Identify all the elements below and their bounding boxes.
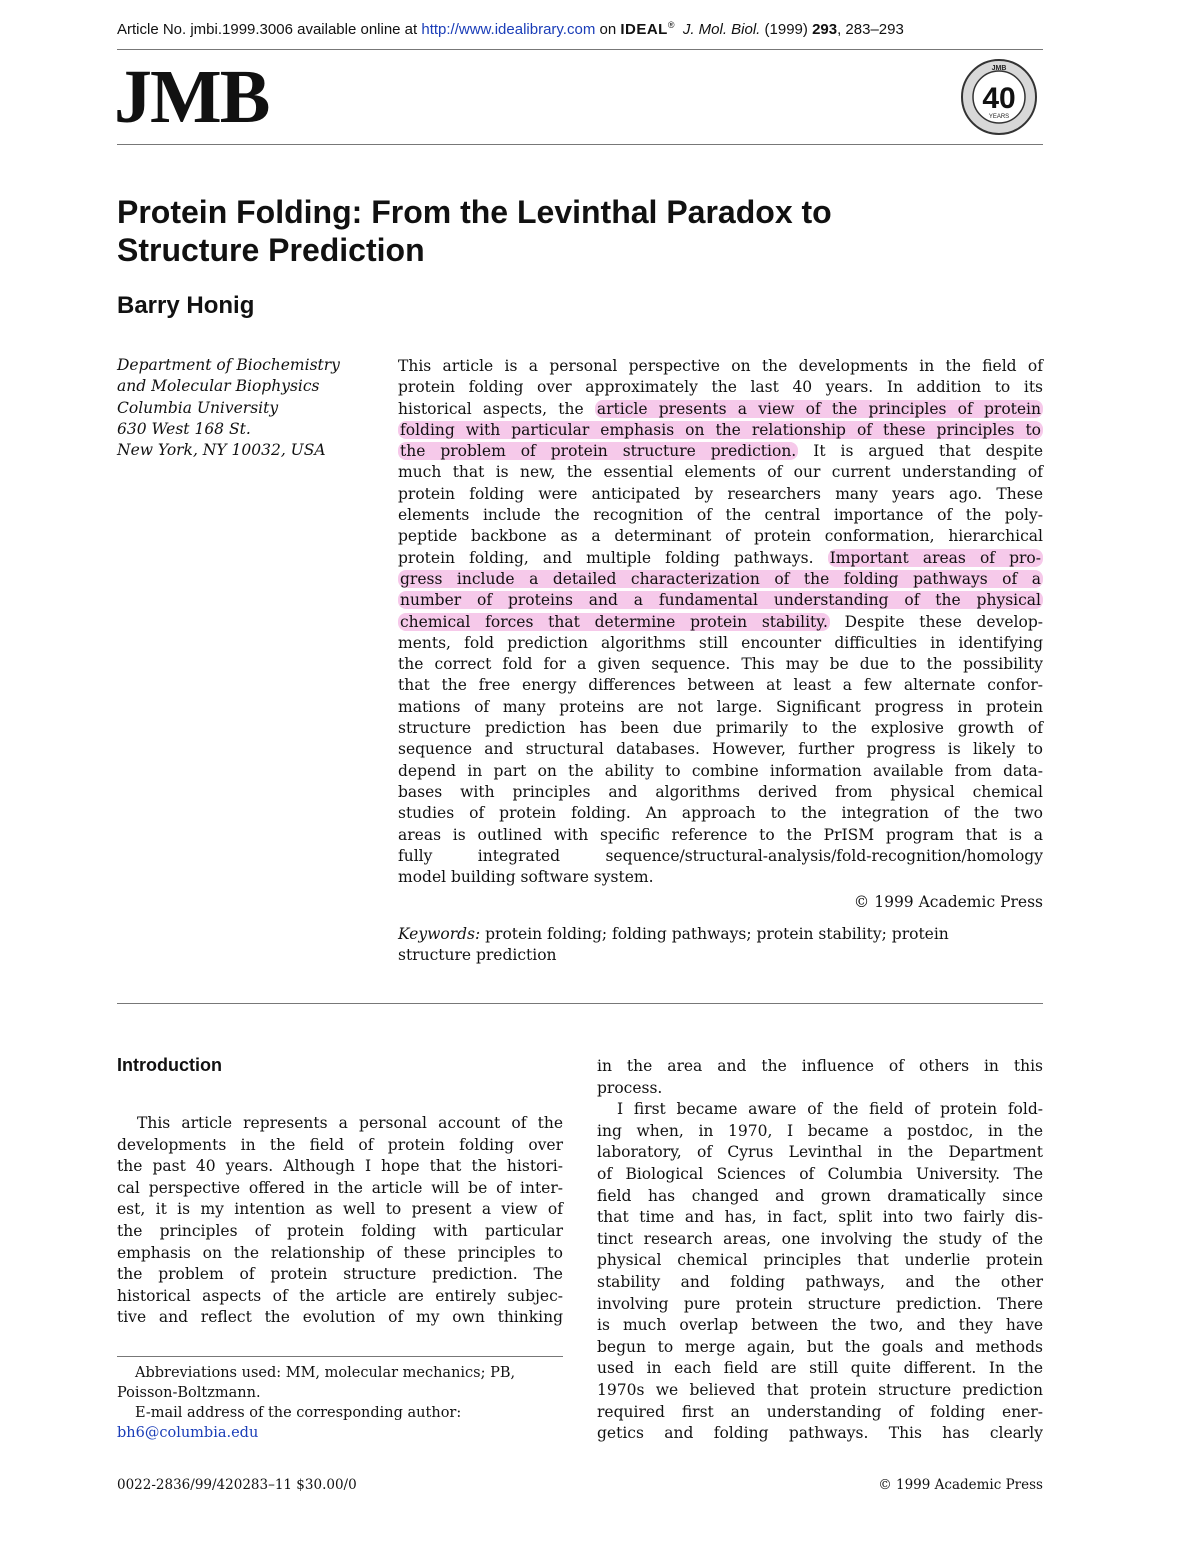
- title-line: Protein Folding: From the Levinthal Paradox to: [117, 194, 832, 230]
- affiliation-line: and Molecular Biophysics: [117, 377, 320, 396]
- abstract-line: much that is new, the essential elements of our current understanding of: [398, 463, 1043, 482]
- footer-copyright: © 1999 Academic Press: [878, 1477, 1043, 1493]
- body-line: tinct research areas, one involving the study of the: [597, 1229, 1043, 1248]
- body-line: tive and reflect the evolution of my own thinking: [117, 1308, 563, 1327]
- seal-top-text: JMB: [991, 65, 1007, 72]
- library-link[interactable]: http://www.idealibrary.com: [421, 21, 596, 38]
- affiliation-line: Columbia University: [117, 398, 279, 417]
- highlight: number of proteins and a fundamental understanding of the physical: [400, 591, 1041, 610]
- registered-mark: ®: [667, 20, 675, 30]
- abstract-line: [398, 612, 1043, 633]
- body-line: est, it is my intention as well to present a view of: [117, 1200, 563, 1219]
- left-column: [117, 1113, 563, 1329]
- body-line: I first became aware of the field of protein fold-: [617, 1100, 1043, 1119]
- keywords-text: protein folding; folding pathways; protein stability; protein: [480, 925, 949, 943]
- body-line: of Biological Sciences of Columbia University. The: [597, 1164, 1043, 1183]
- abstract-line: peptide backbone as a determinant of protein conformation, hierarchical: [398, 527, 1043, 546]
- abstract-line: bases with principles and algorithms derived from physical chemical: [398, 782, 1043, 801]
- abstract-line: sequence and structural databases. However, further progress is likely to: [398, 740, 1043, 759]
- affiliation-line: 630 West 168 St.: [117, 419, 251, 438]
- abstract-line: mations of many proteins are not large. Significant progress in protein: [398, 697, 1043, 716]
- body-line: in the area and the influence of others in this: [597, 1057, 1043, 1075]
- abstract-line: [398, 548, 1043, 569]
- footnote-line: Poisson-Boltzmann.: [117, 1385, 261, 1401]
- keywords-text: structure prediction: [398, 946, 557, 965]
- journal-year: (1999): [764, 21, 808, 38]
- body-line: the problem of protein structure prediction. The: [117, 1265, 563, 1284]
- abstract-line: ments, fold prediction algorithms still encounter difficulties in identifying: [398, 633, 1043, 652]
- body-line: the past 40 years. Although I hope that the histori-: [117, 1157, 563, 1176]
- body-line: This article represents a personal account of the: [137, 1114, 563, 1132]
- body-line: 1970s we believed that protein structure prediction: [597, 1380, 1043, 1399]
- abstract: [398, 356, 1043, 888]
- body-line: getics and folding pathways. This has clearly: [597, 1424, 1043, 1443]
- body-line: emphasis on the relationship of these principles to: [117, 1243, 563, 1262]
- body-line: is much overlap between the two, and they have: [597, 1316, 1043, 1335]
- body-line: process.: [597, 1078, 663, 1097]
- abstract-line: the correct fold for a given sequence. This may be due to the possibility: [398, 655, 1043, 674]
- body-line: developments in the field of protein folding over: [117, 1135, 563, 1154]
- journal-name: J. Mol. Biol.: [682, 21, 761, 38]
- footnote-rule: [117, 1356, 563, 1357]
- affiliation-line: Department of Biochemistry: [117, 356, 340, 374]
- body-line: cal perspective offered in the article will be of inter-: [117, 1178, 563, 1197]
- body-line: physical chemical principles that underlie protein: [597, 1251, 1043, 1270]
- body-line: laboratory, of Cyrus Levinthal in the Department: [597, 1143, 1043, 1162]
- journal-volume: 293: [812, 21, 838, 38]
- abstract-line: depend in part on the ability to combine information available from data-: [398, 761, 1043, 780]
- abstract-line: elements include the recognition of the central importance of the poly-: [398, 506, 1043, 525]
- footnotes: [117, 1363, 563, 1443]
- keywords-label: Keywords:: [398, 925, 481, 943]
- abstract-line: [398, 399, 1043, 420]
- title-line: Structure Prediction: [117, 232, 425, 268]
- abstract-copyright: © 1999 Academic Press: [853, 893, 1043, 911]
- highlight: Important areas of pro-: [829, 548, 1041, 567]
- body-line: begun to merge again, but the goals and methods: [597, 1337, 1043, 1356]
- author-name: Barry Honig: [117, 292, 255, 319]
- abstract-line: fully integrated sequence/structural-analysis/fold-recognition/homology: [398, 846, 1043, 865]
- body-line: stability and folding pathways, and the other: [597, 1272, 1043, 1291]
- abstract-text: historical aspects, the: [398, 399, 595, 418]
- abstract-line: model building software system.: [398, 868, 654, 887]
- abstract-line: [398, 590, 1043, 611]
- highlight: chemical forces that determine protein stability.: [400, 612, 828, 631]
- seal-bottom-text: YEARS: [988, 114, 1010, 120]
- abstract-text: protein folding, and multiple folding pathways.: [398, 548, 828, 567]
- abstract-text: Despite these develop-: [829, 612, 1043, 631]
- header-rule: [117, 49, 1043, 50]
- abstract-line: [398, 569, 1043, 590]
- footnote-line: Abbreviations used: MM, molecular mechanics; PB,: [135, 1365, 516, 1381]
- affiliation-line: New York, NY 10032, USA: [117, 441, 326, 460]
- logo-rule: [117, 144, 1043, 145]
- abstract-line: that the free energy differences between at least a few alternate confor-: [398, 676, 1043, 695]
- right-column: [597, 1056, 1043, 1445]
- body-line: used in each field are still quite different. In the: [597, 1359, 1043, 1378]
- body-line: ing when, in 1970, I became a postdoc, in the: [597, 1121, 1043, 1140]
- highlight: gress include a detailed characterization of the folding pathways of a: [400, 569, 1041, 588]
- body-line: involving pure protein structure prediction. There: [597, 1294, 1043, 1313]
- journal-pages: , 283–293: [837, 21, 904, 38]
- section-heading: Introduction: [117, 1055, 222, 1075]
- abstract-line: protein folding were anticipated by researchers many years ago. These: [398, 484, 1043, 503]
- body-line: required first an understanding of folding ener-: [597, 1402, 1043, 1421]
- abstract-text: It is argued that despite: [798, 442, 1043, 461]
- body-line: field has changed and grown dramatically since: [597, 1186, 1043, 1205]
- abstract-line: [398, 441, 1043, 462]
- author-affiliation: [117, 355, 367, 461]
- body-line: historical aspects of the article are entirely subjec-: [117, 1286, 563, 1305]
- body-line: the principles of protein folding with particular: [117, 1221, 563, 1240]
- seal-number: 40: [982, 82, 1016, 115]
- journal-logo: JMB: [114, 55, 269, 139]
- ideal-logo: IDEAL: [620, 21, 668, 38]
- anniversary-seal-icon: [960, 58, 1038, 136]
- abstract-line: areas is outlined with specific reference to the PrISM program that is a: [398, 825, 1043, 844]
- highlight: folding with particular emphasis on the relationship of these principles to: [400, 420, 1041, 439]
- article-number: Article No. jmbi.1999.3006 available online at: [117, 21, 418, 38]
- footnote-line: E-mail address of the corresponding author:: [135, 1405, 462, 1421]
- abstract-line: protein folding over approximately the last 40 years. In addition to its: [398, 378, 1043, 397]
- footer-issn: 0022-2836/99/420283–11 $30.00/0: [117, 1477, 357, 1493]
- abstract-line: structure prediction has been due primarily to the explosive growth of: [398, 719, 1043, 738]
- abstract-rule: [117, 1003, 1043, 1004]
- abstract-line: This article is a personal perspective on the developments in the field of: [398, 357, 1043, 375]
- keywords: [398, 924, 1028, 967]
- article-title: [117, 193, 1017, 269]
- running-header: [117, 20, 1043, 38]
- abstract-line: studies of protein folding. An approach to the integration of the two: [398, 804, 1043, 823]
- highlight: the problem of protein structure prediction.: [400, 442, 797, 461]
- highlight: article presents a view of the principles of protein: [596, 399, 1041, 418]
- abstract-line: [398, 420, 1043, 441]
- author-email-link[interactable]: bh6@columbia.edu: [117, 1425, 259, 1441]
- body-line: that time and has, in fact, split into two fairly dis-: [597, 1208, 1043, 1227]
- header-on-text: on: [599, 21, 617, 38]
